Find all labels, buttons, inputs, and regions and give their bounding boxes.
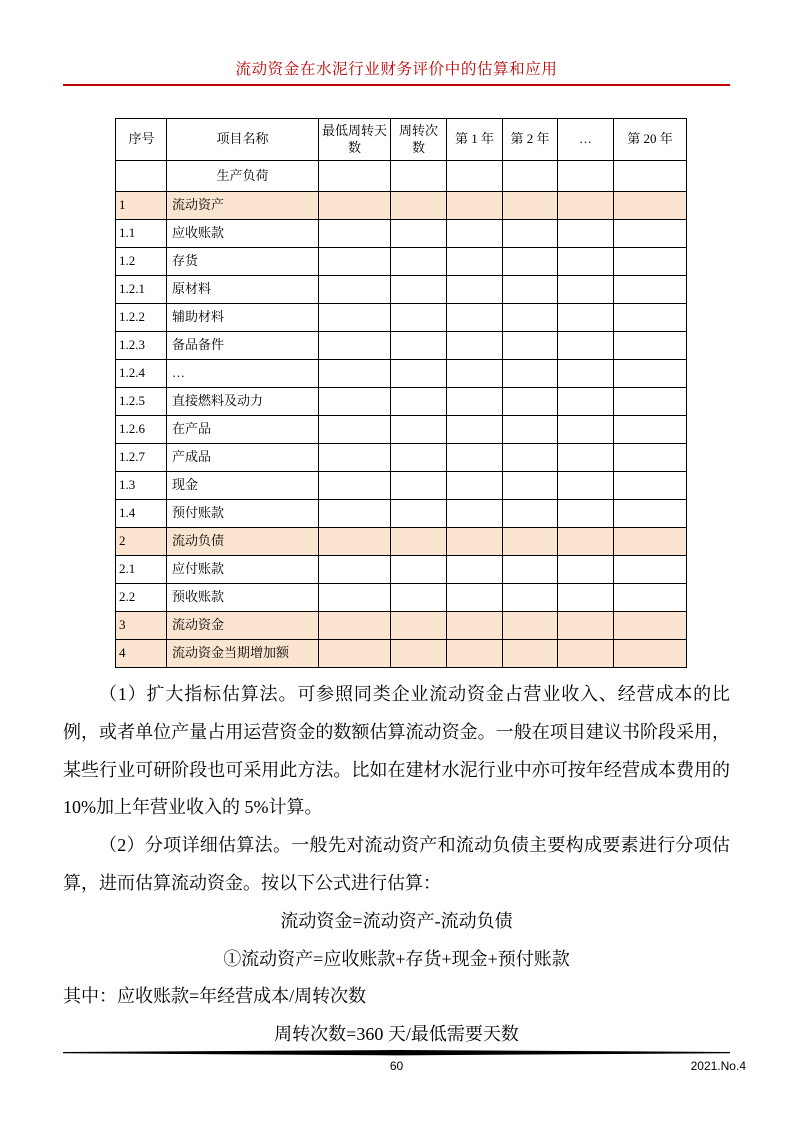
subheader-empty	[319, 161, 391, 192]
col-header-year2: 第 2 年	[503, 119, 558, 161]
table-row	[116, 640, 687, 668]
empty-value-cell	[319, 472, 391, 500]
empty-value-cell	[503, 360, 558, 388]
row-item-name: 原材料	[167, 276, 319, 304]
row-number: 4	[116, 640, 167, 668]
empty-value-cell	[391, 304, 447, 332]
row-item-name: 流动负债	[167, 528, 319, 556]
paragraph-itemized-method: （2）分项详细估算法。一般先对流动资产和流动负债主要构成要素进行分项估算，进而估算流动资金。按以下公式进行估算：	[63, 835, 730, 893]
page-footer	[63, 1050, 746, 1073]
row-number: 1.2.7	[116, 444, 167, 472]
table-row	[116, 528, 687, 556]
empty-value-cell	[558, 528, 614, 556]
empty-value-cell	[391, 528, 447, 556]
col-header-min-days: 最低周转天数	[319, 119, 391, 161]
empty-value-cell	[614, 584, 687, 612]
empty-value-cell	[614, 388, 687, 416]
row-number: 1.2	[116, 248, 167, 276]
empty-value-cell	[391, 332, 447, 360]
empty-value-cell	[391, 444, 447, 472]
empty-value-cell	[319, 388, 391, 416]
table-row	[116, 500, 687, 528]
empty-value-cell	[391, 556, 447, 584]
empty-value-cell	[319, 528, 391, 556]
row-item-name: 预付账款	[167, 500, 319, 528]
empty-value-cell	[503, 612, 558, 640]
row-item-name: 应付账款	[167, 556, 319, 584]
formula-current-assets: ①流动资产=应收账款+存货+现金+预付账款	[223, 948, 570, 969]
empty-value-cell	[447, 192, 503, 220]
empty-value-cell	[447, 472, 503, 500]
subheader-empty	[614, 161, 687, 192]
empty-value-cell	[319, 556, 391, 584]
empty-value-cell	[558, 192, 614, 220]
empty-value-cell	[391, 472, 447, 500]
empty-value-cell	[447, 584, 503, 612]
table-row	[116, 388, 687, 416]
empty-value-cell	[391, 612, 447, 640]
empty-value-cell	[614, 248, 687, 276]
empty-value-cell	[558, 556, 614, 584]
table-row	[116, 416, 687, 444]
empty-value-cell	[503, 388, 558, 416]
empty-value-cell	[447, 220, 503, 248]
empty-value-cell	[319, 640, 391, 668]
table-row	[116, 248, 687, 276]
page-title: 流动资金在水泥行业财务评价中的估算和应用	[235, 61, 558, 78]
empty-value-cell	[319, 584, 391, 612]
row-item-name: 现金	[167, 472, 319, 500]
row-number: 1.2.2	[116, 304, 167, 332]
row-item-name: 直接燃料及动力	[167, 388, 319, 416]
empty-value-cell	[391, 276, 447, 304]
empty-value-cell	[614, 192, 687, 220]
subheader-empty	[116, 161, 167, 192]
empty-value-cell	[558, 248, 614, 276]
empty-value-cell	[558, 444, 614, 472]
empty-value-cell	[447, 332, 503, 360]
row-number: 3	[116, 612, 167, 640]
empty-value-cell	[391, 248, 447, 276]
col-header-item: 项目名称	[167, 119, 319, 161]
empty-value-cell	[558, 220, 614, 248]
empty-value-cell	[391, 192, 447, 220]
table-row	[116, 192, 687, 220]
empty-value-cell	[503, 640, 558, 668]
empty-value-cell	[558, 500, 614, 528]
col-header-no: 序号	[116, 119, 167, 161]
empty-value-cell	[319, 444, 391, 472]
empty-value-cell	[503, 248, 558, 276]
empty-value-cell	[319, 332, 391, 360]
header-rule	[63, 84, 730, 86]
table-row	[116, 276, 687, 304]
empty-value-cell	[319, 192, 391, 220]
subheader-empty	[558, 161, 614, 192]
col-header-ellipsis: …	[558, 119, 614, 161]
row-item-name: 预收账款	[167, 584, 319, 612]
empty-value-cell	[319, 304, 391, 332]
empty-value-cell	[319, 612, 391, 640]
empty-value-cell	[614, 360, 687, 388]
empty-value-cell	[614, 276, 687, 304]
empty-value-cell	[558, 612, 614, 640]
empty-value-cell	[447, 276, 503, 304]
empty-value-cell	[391, 584, 447, 612]
row-number: 2.1	[116, 556, 167, 584]
row-number: 1.2.5	[116, 388, 167, 416]
empty-value-cell	[614, 640, 687, 668]
row-number: 1.4	[116, 500, 167, 528]
body-text	[63, 676, 730, 1054]
row-item-name: 产成品	[167, 444, 319, 472]
empty-value-cell	[558, 584, 614, 612]
empty-value-cell	[614, 556, 687, 584]
table-row	[116, 304, 687, 332]
row-item-name: 在产品	[167, 416, 319, 444]
table-body	[116, 192, 687, 668]
empty-value-cell	[447, 500, 503, 528]
empty-value-cell	[558, 332, 614, 360]
empty-value-cell	[391, 220, 447, 248]
empty-value-cell	[447, 444, 503, 472]
subheader-empty	[447, 161, 503, 192]
table-row	[116, 444, 687, 472]
formula-working-capital: 流动资金=流动资产-流动负债	[280, 910, 513, 931]
row-item-name: 存货	[167, 248, 319, 276]
empty-value-cell	[558, 640, 614, 668]
empty-value-cell	[391, 416, 447, 444]
row-number: 1.2.4	[116, 360, 167, 388]
formula-turnover-times: 周转次数=360 天/最低需要天数	[274, 1024, 519, 1045]
empty-value-cell	[447, 528, 503, 556]
table-header-row	[116, 119, 687, 161]
table-row	[116, 472, 687, 500]
row-number: 1.2.1	[116, 276, 167, 304]
empty-value-cell	[391, 360, 447, 388]
row-item-name: …	[167, 360, 319, 388]
empty-value-cell	[503, 528, 558, 556]
working-capital-table	[115, 118, 687, 668]
row-number: 2.2	[116, 584, 167, 612]
empty-value-cell	[503, 472, 558, 500]
empty-value-cell	[319, 416, 391, 444]
empty-value-cell	[503, 304, 558, 332]
empty-value-cell	[319, 248, 391, 276]
empty-value-cell	[447, 612, 503, 640]
empty-value-cell	[503, 220, 558, 248]
empty-value-cell	[447, 248, 503, 276]
col-header-year1: 第 1 年	[447, 119, 503, 161]
empty-value-cell	[614, 416, 687, 444]
empty-value-cell	[447, 556, 503, 584]
empty-value-cell	[558, 360, 614, 388]
empty-value-cell	[503, 500, 558, 528]
empty-value-cell	[319, 276, 391, 304]
col-header-year20: 第 20 年	[614, 119, 687, 161]
row-number: 1.2.6	[116, 416, 167, 444]
empty-value-cell	[391, 500, 447, 528]
row-number: 1	[116, 192, 167, 220]
subheader-production-load: 生产负荷	[167, 161, 319, 192]
row-number: 1.1	[116, 220, 167, 248]
empty-value-cell	[447, 640, 503, 668]
empty-value-cell	[447, 304, 503, 332]
empty-value-cell	[614, 528, 687, 556]
empty-value-cell	[503, 444, 558, 472]
page-number: 60	[389, 1059, 404, 1073]
footer-rule	[63, 1050, 730, 1056]
table-row	[116, 220, 687, 248]
empty-value-cell	[447, 388, 503, 416]
empty-value-cell	[503, 556, 558, 584]
row-item-name: 流动资产	[167, 192, 319, 220]
table-row	[116, 360, 687, 388]
empty-value-cell	[614, 500, 687, 528]
subheader-empty	[503, 161, 558, 192]
empty-value-cell	[558, 388, 614, 416]
empty-value-cell	[558, 304, 614, 332]
empty-value-cell	[391, 388, 447, 416]
empty-value-cell	[319, 220, 391, 248]
table-row	[116, 584, 687, 612]
table-row	[116, 556, 687, 584]
empty-value-cell	[614, 304, 687, 332]
empty-value-cell	[319, 360, 391, 388]
empty-value-cell	[614, 472, 687, 500]
empty-value-cell	[558, 472, 614, 500]
empty-value-cell	[503, 276, 558, 304]
empty-value-cell	[391, 640, 447, 668]
row-item-name: 备品备件	[167, 332, 319, 360]
empty-value-cell	[558, 416, 614, 444]
empty-value-cell	[503, 192, 558, 220]
empty-value-cell	[319, 500, 391, 528]
row-number: 1.3	[116, 472, 167, 500]
empty-value-cell	[447, 416, 503, 444]
row-item-name: 流动资金	[167, 612, 319, 640]
formula-receivables-note: 其中：应收账款=年经营成本/周转次数	[63, 986, 367, 1007]
row-item-name: 应收账款	[167, 220, 319, 248]
empty-value-cell	[503, 332, 558, 360]
table-row	[116, 612, 687, 640]
empty-value-cell	[614, 612, 687, 640]
table-row	[116, 332, 687, 360]
empty-value-cell	[503, 584, 558, 612]
empty-value-cell	[614, 220, 687, 248]
empty-value-cell	[558, 276, 614, 304]
empty-value-cell	[614, 332, 687, 360]
row-item-name: 辅助材料	[167, 304, 319, 332]
paragraph-expanded-index-method: （1）扩大指标估算法。可参照同类企业流动资金占营业收入、经营成本的比例，或者单位产量占用运营资金的数额估算流动资金。一般在项目建议书阶段采用，某些行业可研阶段也可采用此方法。比如在建材水泥行业中亦可按年经营成本费用的 10%加上年营业收入的 5%计算。	[63, 684, 730, 818]
empty-value-cell	[447, 360, 503, 388]
row-number: 2	[116, 528, 167, 556]
empty-value-cell	[614, 444, 687, 472]
issue-number: 2021.No.4	[690, 1059, 746, 1073]
footer-row	[63, 1059, 746, 1073]
table-subheader-row	[116, 161, 687, 192]
row-number: 1.2.3	[116, 332, 167, 360]
col-header-turnover: 周转次数	[391, 119, 447, 161]
row-item-name: 流动资金当期增加额	[167, 640, 319, 668]
subheader-empty	[391, 161, 447, 192]
empty-value-cell	[503, 416, 558, 444]
